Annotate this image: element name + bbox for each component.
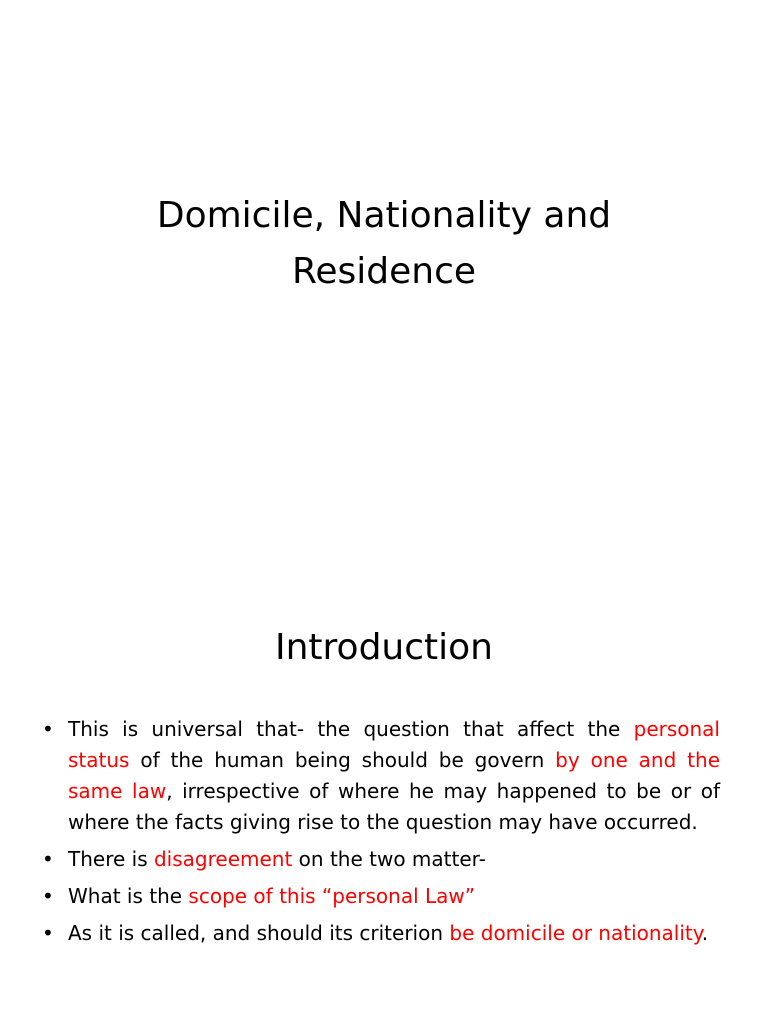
bullet-text: As it is called, and should its criterion — [68, 921, 450, 945]
bullet-item-3 — [40, 881, 720, 912]
bullet-text: , irrespective of where he may happened to be or of where the facts giving rise to the question may have occurred. — [68, 779, 720, 834]
highlight-text: disagreement — [153, 847, 293, 871]
bullet-item-1 — [40, 714, 720, 838]
slide-title-line-1: Domicile, Nationality and — [156, 195, 612, 236]
introduction-slide — [0, 576, 768, 1024]
highlight-text: be domicile or nationality — [449, 921, 702, 945]
bullet-text: of the human being should be govern — [129, 748, 556, 772]
bullet-text: There is — [68, 847, 154, 871]
bullet-icon: • — [42, 717, 54, 741]
bullet-icon: • — [42, 847, 54, 871]
bullet-text: . — [701, 921, 709, 945]
bullet-text: What is the — [68, 884, 189, 908]
highlight-text: personal status — [68, 717, 720, 772]
slide-title-line-2: Residence — [291, 251, 477, 292]
highlight-text: by one and the same law — [68, 748, 721, 803]
introduction-heading: Introduction — [274, 627, 493, 668]
highlight-text: scope of this “personal Law” — [188, 884, 476, 908]
bullet-list — [40, 714, 720, 955]
bullet-item-2 — [40, 844, 720, 875]
bullet-text: This is universal that- the question that affect the — [68, 717, 634, 741]
slide-title — [84, 188, 684, 300]
bullet-text: on the two matter- — [292, 847, 486, 871]
bullet-icon: • — [42, 921, 54, 945]
bullet-item-4 — [40, 918, 720, 949]
bullet-icon: • — [42, 884, 54, 908]
